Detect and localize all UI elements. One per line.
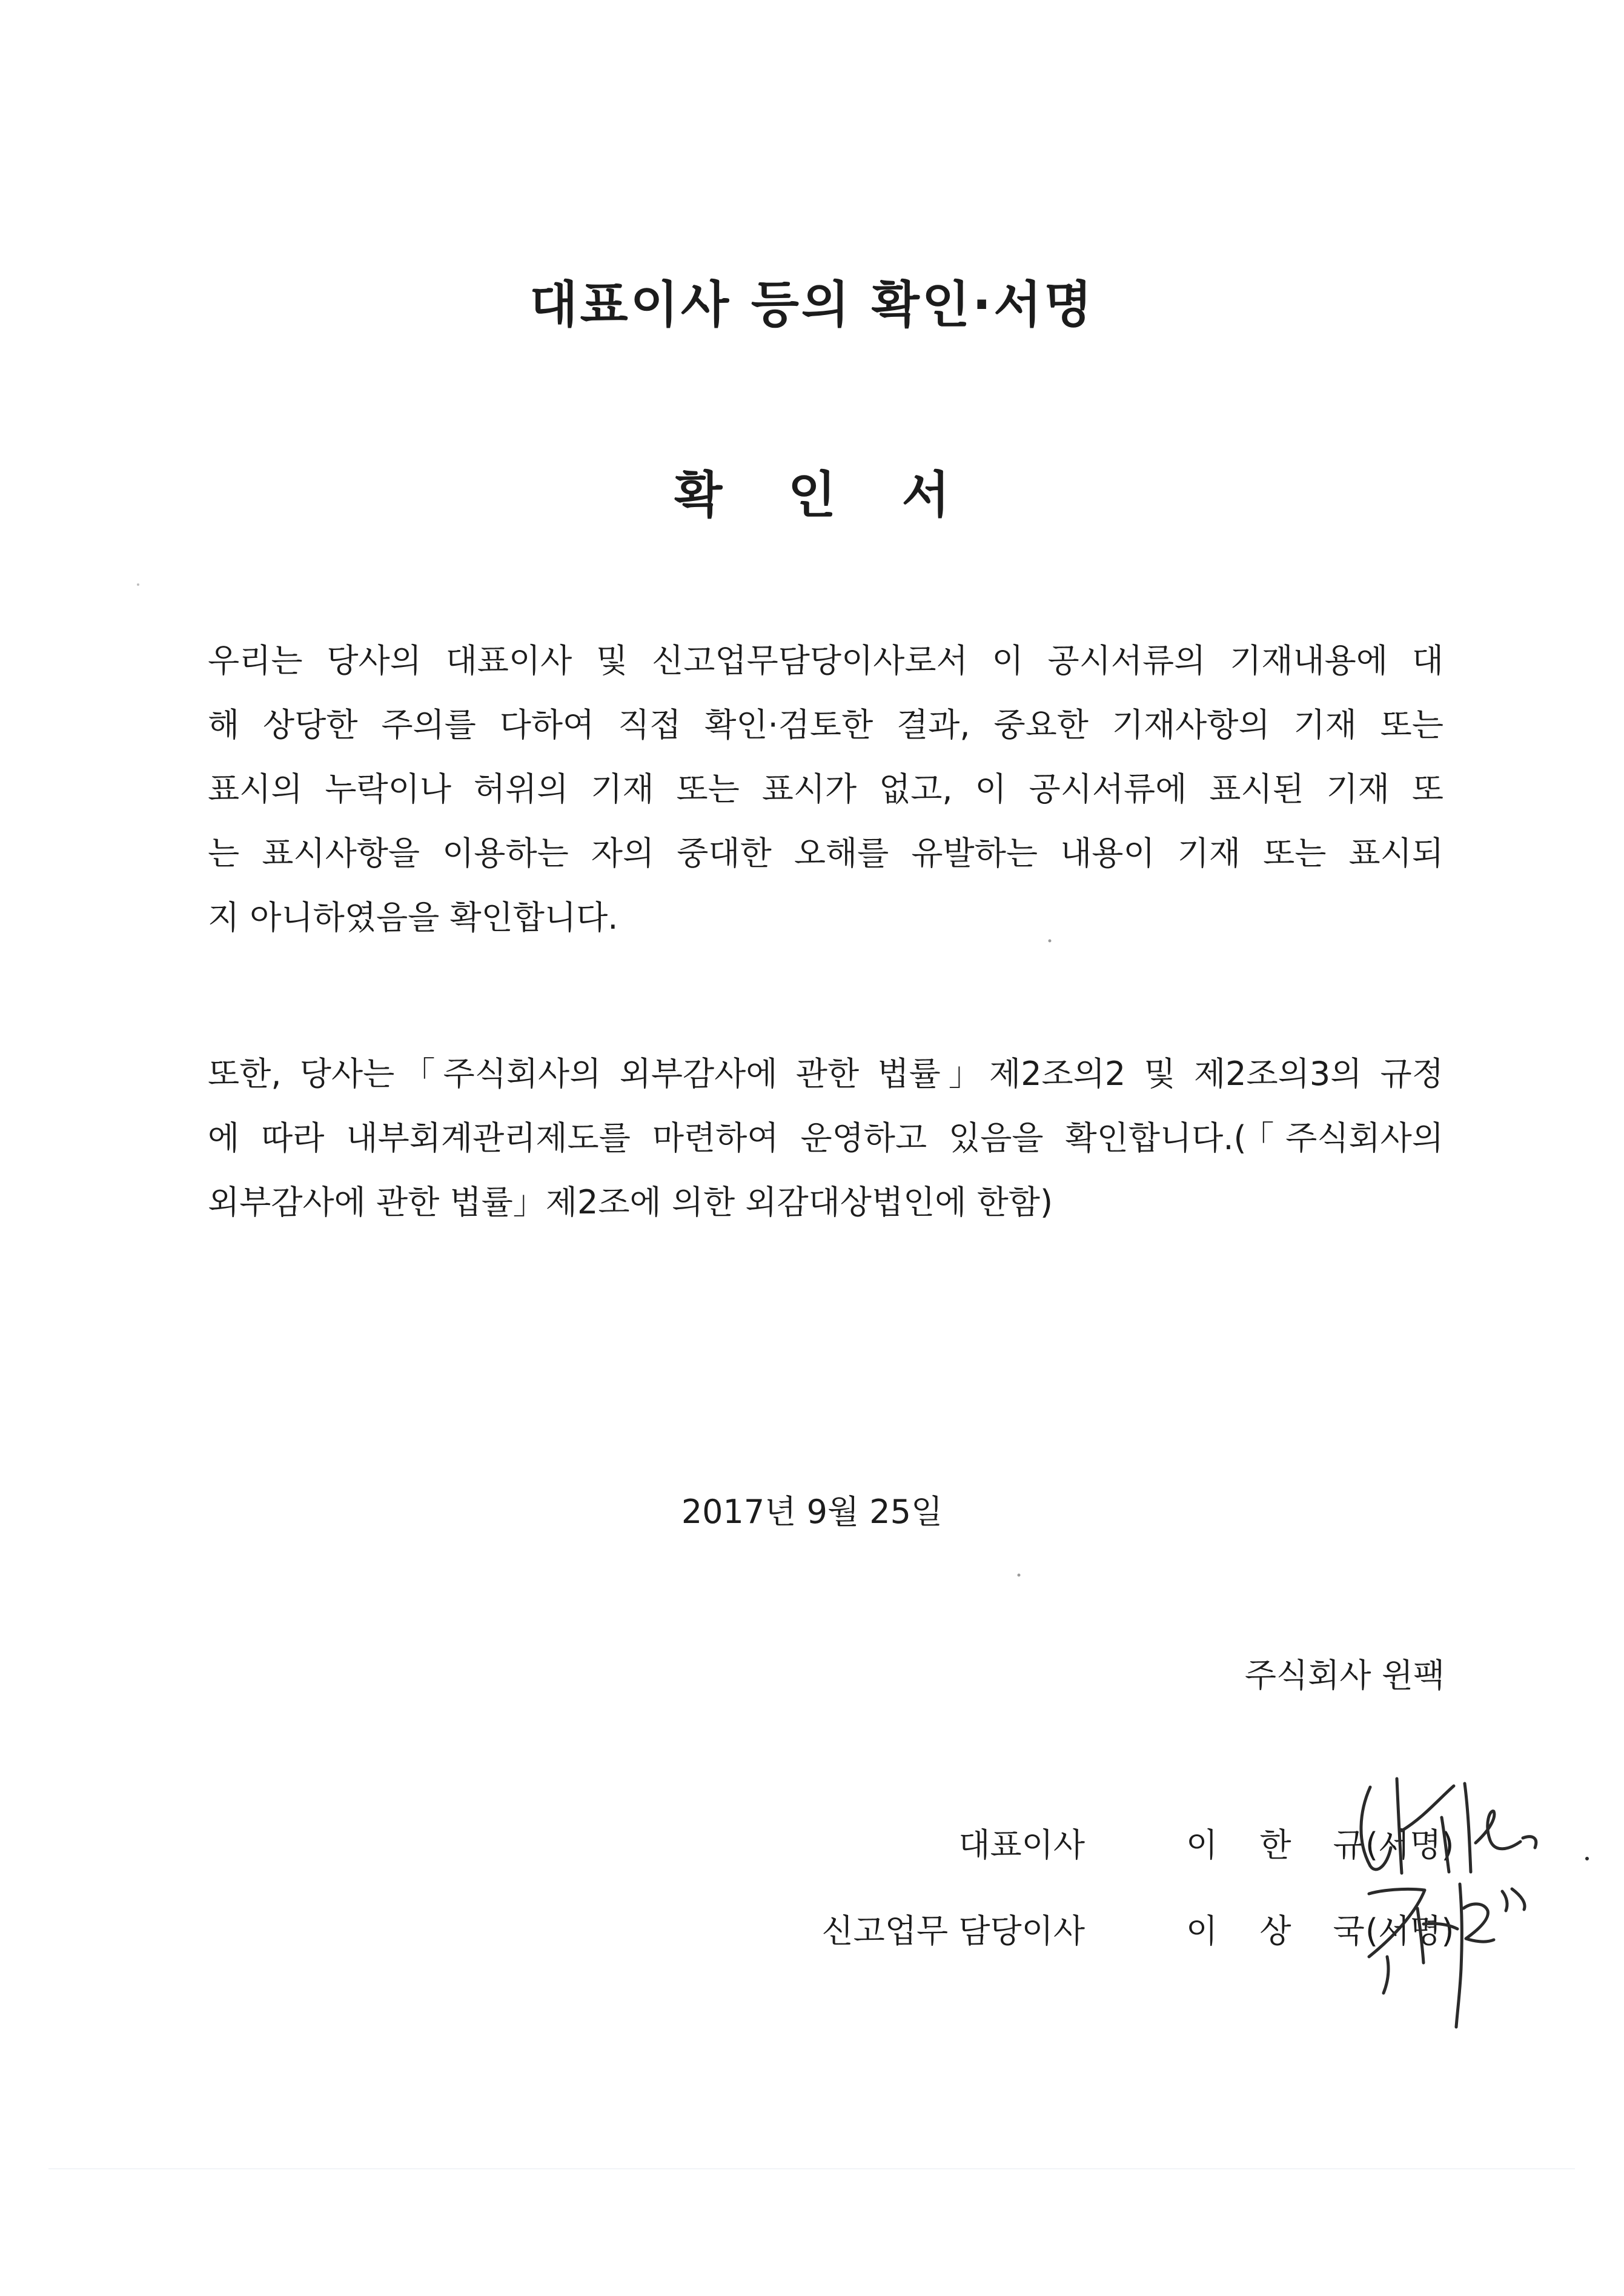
page-title: 대표이사 등의 확인·서명 bbox=[529, 276, 1095, 334]
signatory-role: 신고업무 담당이사 bbox=[821, 1912, 1085, 1950]
paragraph-line: 또한, 당사는「주식회사의 외부감사에 관한 법률」제2조의2 및 제2조의3의 규정 bbox=[208, 1055, 1443, 1093]
signatory-name: 이 상 국 bbox=[1186, 1912, 1380, 1950]
handwritten-signature-ceo bbox=[1339, 1775, 1599, 1878]
paragraph-line: 지 아니하였음을 확인합니다. bbox=[208, 898, 618, 937]
document-subtitle: 확 인 서 bbox=[674, 466, 974, 524]
confirmation-paragraph bbox=[208, 629, 1443, 950]
paragraph-line: 에 따라 내부회계관리제도를 마련하여 운영하고 있음을 확인합니다.(「주식회사의 bbox=[208, 1119, 1443, 1157]
signatory-role: 대표이사 bbox=[958, 1826, 1085, 1864]
document-date: 2017년 9월 25일 bbox=[681, 1493, 943, 1531]
company-name: 주식회사 윈팩 bbox=[1244, 1656, 1445, 1694]
handwritten-signature-officer bbox=[1345, 1866, 1545, 2029]
paragraph-line: 외부감사에 관한 법률」제2조에 의한 외감대상법인에 한함) bbox=[208, 1183, 1053, 1221]
signatory-name: 이 한 규 bbox=[1186, 1826, 1380, 1864]
signature-label: (서명) bbox=[1365, 1912, 1454, 1950]
paragraph-line: 표시의 누락이나 허위의 기재 또는 표시가 없고, 이 공시서류에 표시된 기재 또 bbox=[208, 770, 1443, 808]
signature-label: (서명) bbox=[1365, 1826, 1454, 1864]
paragraph-line: 는 표시사항을 이용하는 자의 중대한 오해를 유발하는 내용이 기재 또는 표시되 bbox=[208, 834, 1443, 872]
paragraph-line: 우리는 당사의 대표이사 및 신고업무담당이사로서 이 공시서류의 기재내용에 대 bbox=[208, 642, 1443, 680]
internal-control-paragraph bbox=[208, 1042, 1443, 1235]
paragraph-line: 해 상당한 주의를 다하여 직접 확인·검토한 결과, 중요한 기재사항의 기재 또는 bbox=[208, 706, 1443, 744]
